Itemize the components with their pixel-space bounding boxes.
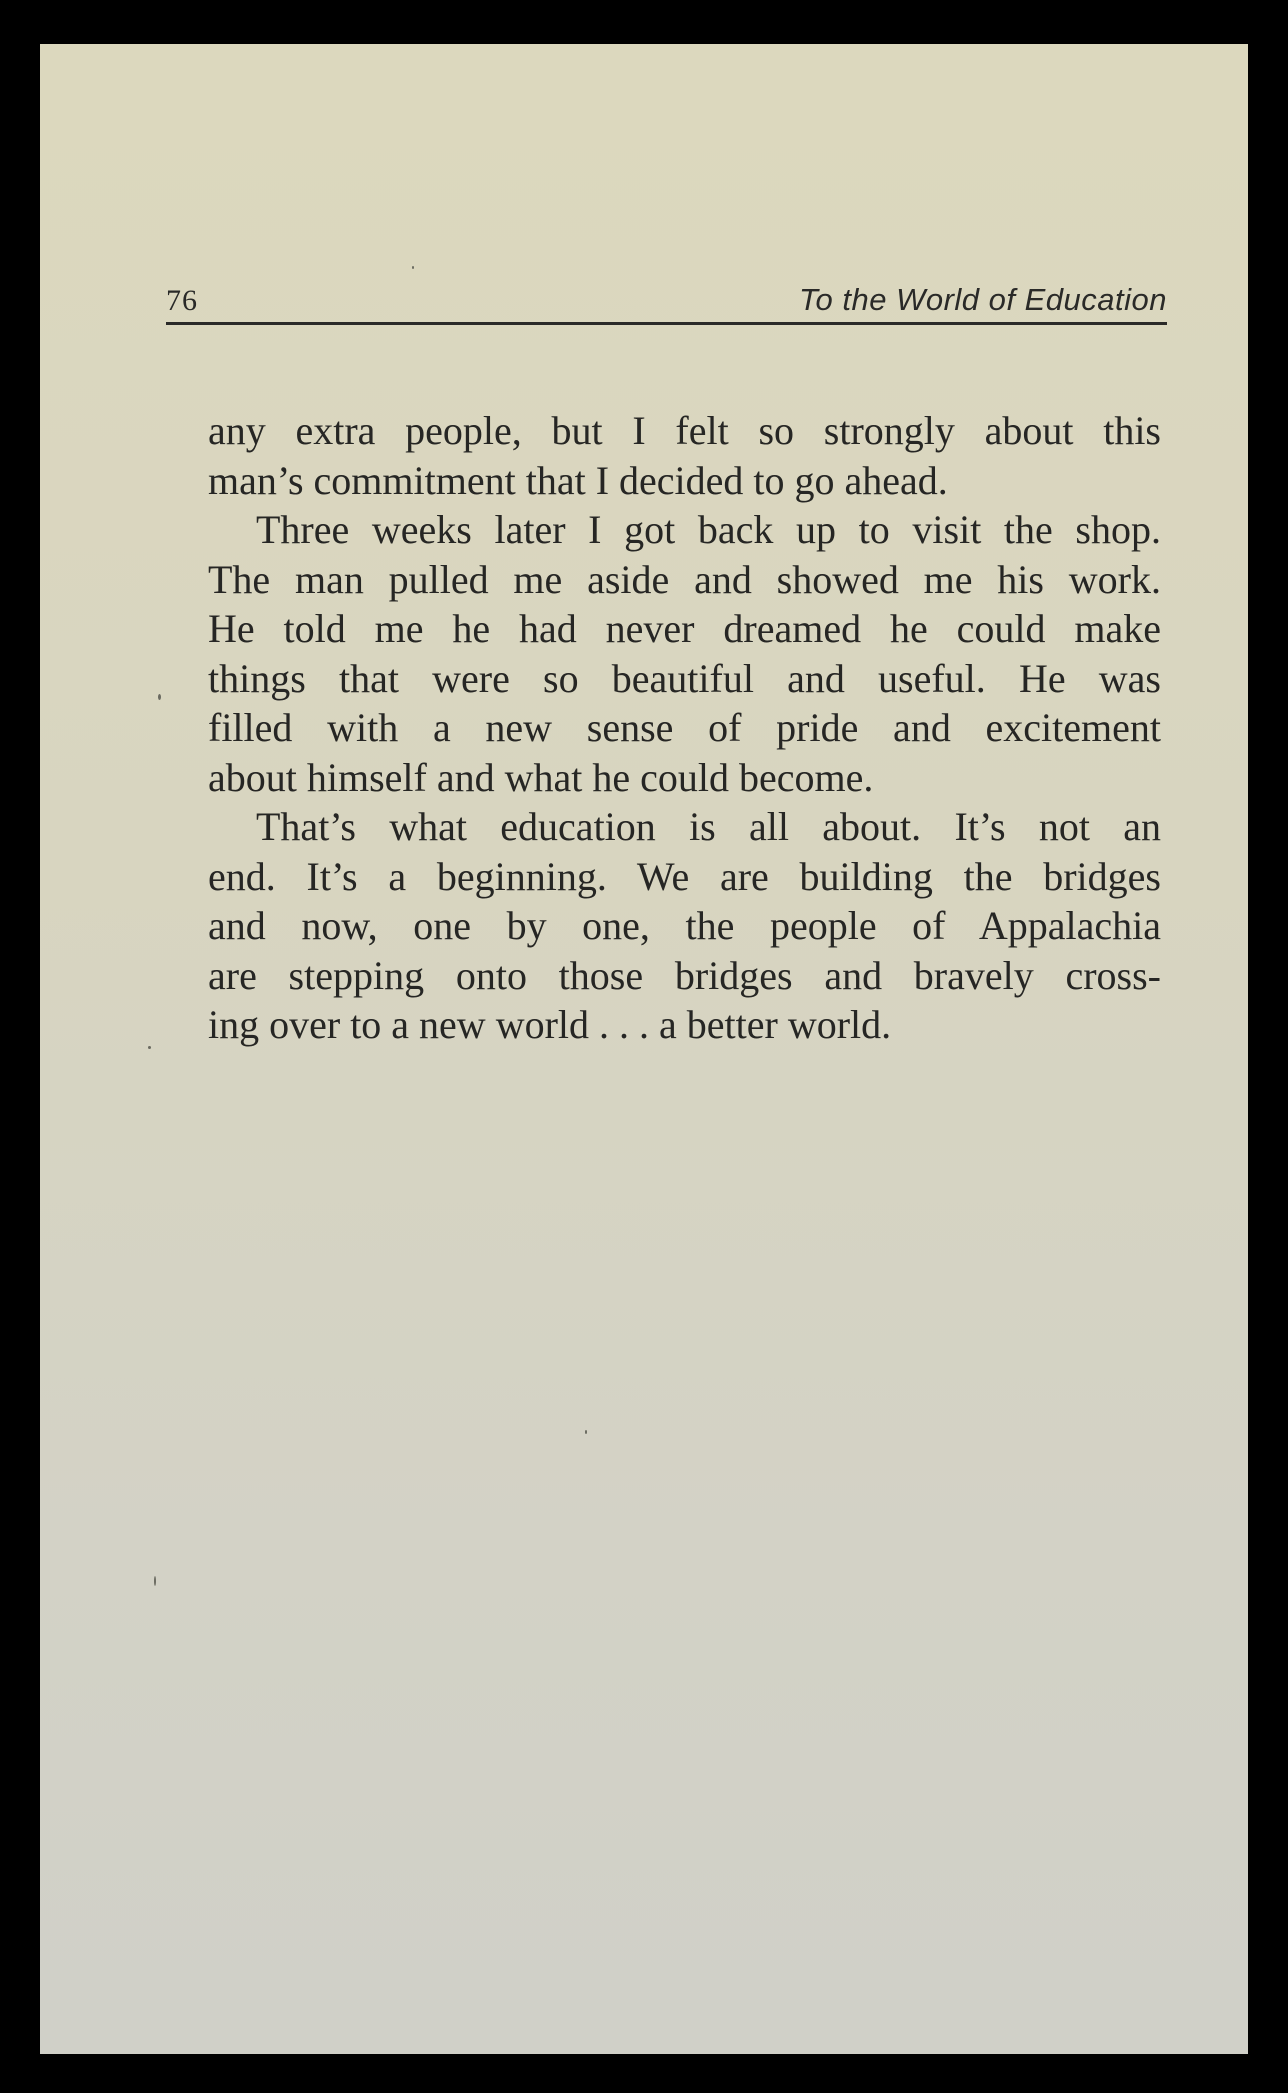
running-head [166, 276, 1167, 325]
text-line: and now, one by one, the people of Appalachia [208, 903, 1161, 948]
text-line: He told me he had never dreamed he could make [208, 606, 1161, 651]
book-page [40, 44, 1248, 2054]
page-number: 76 [166, 284, 198, 317]
text-line: ing over to a new world . . . a better world. [208, 1002, 892, 1047]
text-line: things that were so beautiful and useful. He was [208, 655, 1161, 701]
text-line: any extra people, but I felt so strongly about this [208, 408, 1161, 453]
paragraph [208, 406, 1161, 505]
paragraph [208, 802, 1161, 1050]
text-line: That’s what education is all about. It’s not an [256, 804, 1161, 849]
text-line: about himself and what he could become. [208, 754, 874, 800]
paper-speck [158, 694, 161, 700]
body-text [208, 406, 1161, 1050]
paper-speck [585, 1430, 587, 1434]
paper-speck [412, 266, 414, 269]
running-head-title: To the World of Education [798, 282, 1167, 317]
paper-speck [148, 1046, 151, 1049]
text-line: Three weeks later I got back up to visit the shop. [256, 507, 1161, 552]
paper-speck [154, 1576, 156, 1586]
text-line: are stepping onto those bridges and bravely cross- [208, 952, 1161, 998]
text-line: The man pulled me aside and showed me his work. [208, 556, 1161, 602]
text-line: filled with a new sense of pride and excitement [208, 705, 1161, 750]
text-line: man’s commitment that I decided to go ahead. [208, 457, 948, 503]
text-line: end. It’s a beginning. We are building the bridges [208, 853, 1161, 899]
paragraph [208, 505, 1161, 802]
